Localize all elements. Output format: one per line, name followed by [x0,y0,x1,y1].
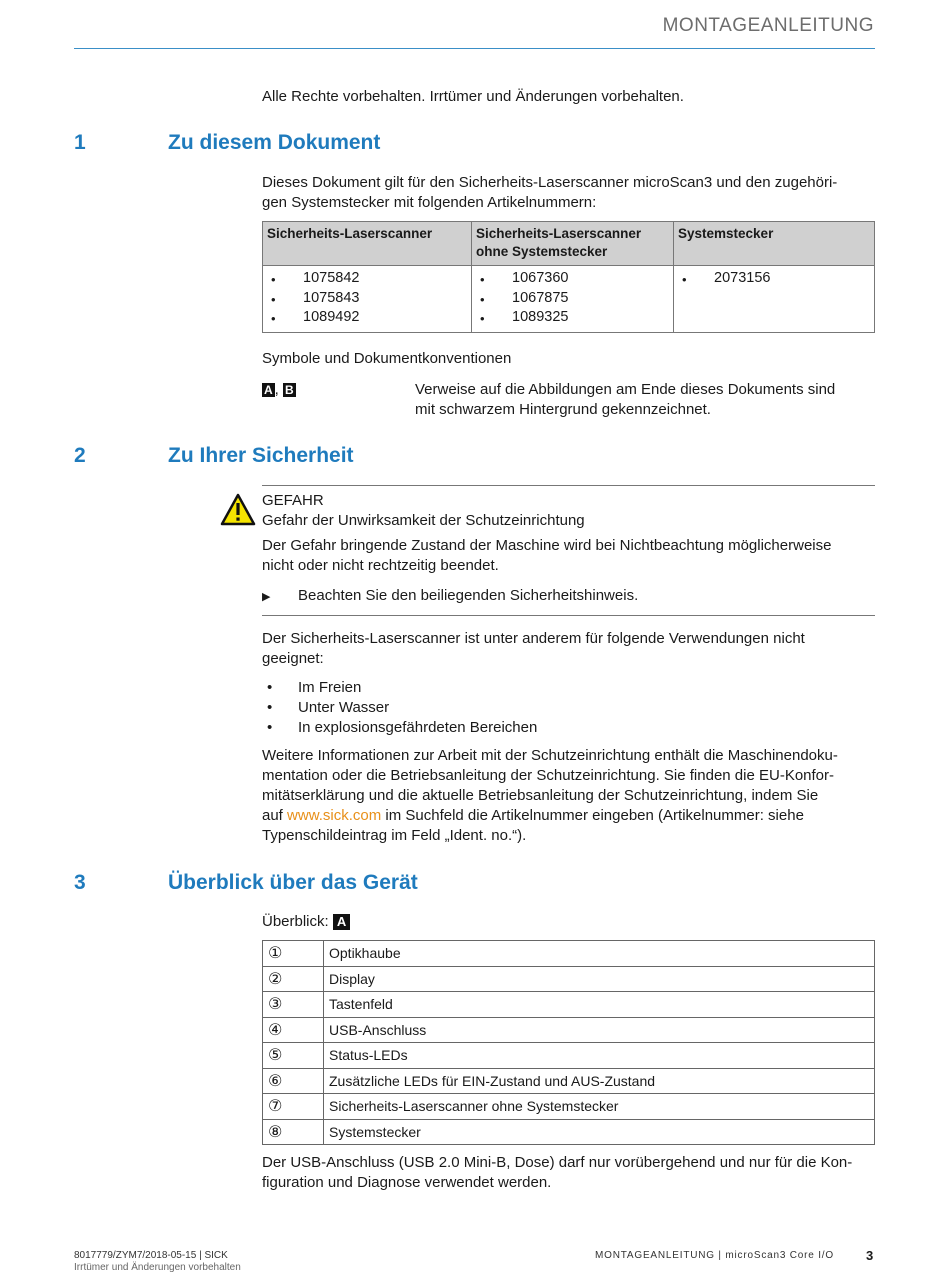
item-label: Status-LEDs [324,1043,875,1069]
article-number: • 1075843 [267,289,467,309]
table-row [263,1068,875,1094]
usage-line: geeignet: [262,650,324,667]
article-number: • 1067360 [476,269,669,289]
figure-badge-a: A [333,914,350,930]
article-number: • 1075842 [267,269,467,289]
figure-badge-a: A [264,383,273,397]
item-number: ⑦ [263,1094,324,1120]
table-row [263,1094,875,1120]
footer-doc-id: 8017779/ZYM7/2018-05-15 | SICK [74,1250,228,1261]
article-number: • 1089492 [267,308,467,328]
item-number: ① [263,941,324,967]
usage-paragraph [262,629,805,669]
overview-label-row [262,912,350,932]
info-paragraph [262,746,838,846]
article-number: • 2073156 [678,269,870,289]
table-row [263,1043,875,1069]
table-row [263,941,875,967]
item-number: ③ [263,992,324,1018]
warning-triangle-icon [220,493,256,526]
table-row [263,1017,875,1043]
usage-line [262,629,805,649]
item-number: ⑥ [263,1068,324,1094]
table-cell [263,266,472,333]
warning-subtitle: Gefahr der Unwirksamkeit der Schutzeinrichtung [262,512,585,529]
info-text: im Suchfeld die Artikelnummer eingeben (Artikelnummer: siehe [381,807,804,824]
warning-text-line: nicht oder nicht rechtzeitig beendet. [262,557,499,574]
usage-text: Der Sicherheits-Laserscanner ist unter anderem für folgende Verwendungen [262,630,774,647]
symbol-text-line: mit schwarzem Hintergrund gekennzeichnet. [415,401,711,418]
figure-badge-b: B [285,383,294,397]
rights-notice: Alle Rechte vorbehalten. Irrtümer und Änderungen vorbehalten. [262,88,684,105]
symbol-description [415,380,835,420]
item-number: ⑧ [263,1119,324,1145]
item-label: Display [324,966,875,992]
section-3-title: Überblick über das Gerät [168,871,418,894]
list-item: • Unter Wasser [262,698,537,718]
item-label: Systemstecker [324,1119,875,1145]
header-title: MONTAGEANLEITUNG [662,15,874,36]
table-header: Systemstecker [674,222,875,266]
item-label: Sicherheits-Laserscanner ohne Systemstecker [324,1094,875,1120]
footer-center: MONTAGEANLEITUNG | microScan3 Core I/O [595,1250,834,1261]
warning-top-rule [262,485,875,486]
warning-text [262,536,831,576]
warning-action: ▶ Beachten Sie den beiliegenden Sicherheitshinweis. [262,586,950,606]
warning-bottom-rule [262,615,875,616]
table-header: Sicherheits-Laserscanner ohne Systemstecker [472,222,674,266]
info-line: Weitere Informationen zur Arbeit mit der Schutzeinrichtung enthält die Maschinendoku- [262,747,838,764]
info-line: mitätserklärung und die aktuelle Betriebsanleitung der Schutzeinrichtung, indem Sie [262,787,819,804]
article-number: • 1089325 [476,308,669,328]
usb-note [262,1153,852,1193]
warning-level: GEFAHR [262,492,324,509]
usage-not-emphasis: nicht [773,630,805,647]
warning-text-line: Der Gefahr bringende Zustand der Maschine wird bei Nichtbeachtung möglicherweise [262,537,832,554]
table-row [263,992,875,1018]
info-line: mentation oder die Betriebsanleitung der Schutzeinrichtung. Sie finden die EU-Konfor- [262,767,835,784]
item-label: USB-Anschluss [324,1017,875,1043]
table-cell [674,266,875,333]
article-number: • 1067875 [476,289,669,309]
header-divider [74,48,875,49]
item-number: ⑤ [263,1043,324,1069]
symbol-badges [262,380,296,400]
overview-table [262,940,875,1145]
usage-list [262,678,537,738]
badge-separator: , [274,381,279,398]
item-number: ④ [263,1017,324,1043]
symbol-text-line: Verweise auf die Abbildungen am Ende dieses Dokuments sind [415,381,836,398]
list-item: • In explosionsgefährdeten Bereichen [262,718,537,738]
overview-label: Überblick: [262,913,329,930]
info-line: Typenschildeintrag im Feld „Ident. no.“). [262,827,527,844]
usb-note-line: Der USB-Anschluss (USB 2.0 Mini-B, Dose) darf nur vorübergehend und nur für die Kon- [262,1154,853,1171]
item-label: Tastenfeld [324,992,875,1018]
section-2-title: Zu Ihrer Sicherheit [168,444,354,467]
section-3-number: 3 [74,871,86,894]
table-header: Sicherheits-Laserscanner [263,222,472,266]
intro-line: gen Systemstecker mit folgenden Artikelnummern: [262,194,597,211]
usb-note-line: figuration und Diagnose verwendet werden. [262,1174,552,1191]
section-1-intro [262,173,837,213]
info-line [262,806,838,826]
intro-line: Dieses Dokument gilt für den Sicherheits-Laserscanner microScan3 und den zugehöri- [262,174,838,191]
list-item: • Im Freien [262,678,537,698]
section-1-number: 1 [74,131,86,154]
symbols-heading: Symbole und Dokumentkonventionen [262,350,512,367]
page-number: 3 [866,1248,874,1263]
section-2-number: 2 [74,444,86,467]
article-number-table [262,221,875,333]
footer-disclaimer: Irrtümer und Änderungen vorbehalten [74,1262,241,1273]
item-number: ② [263,966,324,992]
section-1-title: Zu diesem Dokument [168,131,381,154]
info-text: auf [262,807,288,824]
table-cell [472,266,674,333]
table-row [263,1119,875,1145]
item-label: Optikhaube [324,941,875,967]
sick-website-link[interactable]: www.sick.com [287,807,382,824]
table-row [263,966,875,992]
item-label: Zusätzliche LEDs für EIN-Zustand und AUS-Zustand [324,1068,875,1094]
